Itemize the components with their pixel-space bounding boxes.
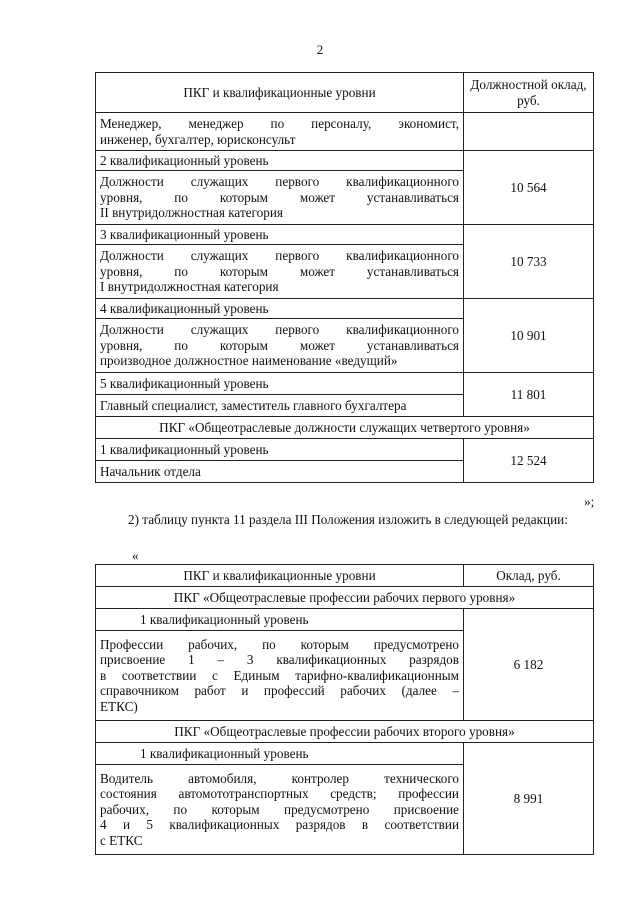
text-line: уровня, по которым может устанавливаться	[100, 337, 459, 353]
salary-table-employees	[95, 72, 594, 483]
table-cell-empty	[464, 113, 594, 151]
salary-value: 10 901	[464, 299, 594, 373]
text-line: Должности служащих первого квалификационного	[100, 322, 459, 338]
text-line: Водитель автомобиля, контролер технического	[100, 770, 459, 786]
level-title: 2 квалификационный уровень	[96, 151, 464, 171]
text-line: инженер, бухгалтер, юрисконсульт	[100, 131, 296, 147]
salary-table-workers	[95, 564, 594, 855]
salary-value: 6 182	[464, 609, 594, 721]
text-line: уровня, по которым может устанавливаться	[100, 263, 459, 279]
text-line: 4 и 5 квалификационных разрядов в соответствии	[100, 817, 459, 833]
level-title: 1 квалификационный уровень	[96, 743, 464, 765]
col-header-salary: Оклад, руб.	[464, 565, 594, 587]
pkg-group-header: ПКГ «Общеотраслевые профессии рабочих первого уровня»	[96, 587, 594, 609]
text-line: производное должностное наименование «ведущий»	[100, 353, 398, 369]
text-line: Должности служащих первого квалификационного	[100, 174, 459, 190]
pkg-group-header: ПКГ «Общеотраслевые профессии рабочих второго уровня»	[96, 721, 594, 743]
salary-value: 11 801	[464, 373, 594, 417]
level-description	[96, 765, 464, 855]
closing-quote-mark: »;	[584, 494, 595, 509]
salary-value: 8 991	[464, 743, 594, 855]
opening-quote-mark: «	[132, 548, 139, 563]
page-number: 2	[316, 42, 324, 57]
text-line: с ЕТКС	[100, 832, 143, 848]
pkg-group-header: ПКГ «Общеотраслевые должности служащих четвертого уровня»	[96, 417, 594, 439]
level-title: 1 квалификационный уровень	[96, 609, 464, 631]
col-header-salary: Должностной оклад, руб.	[464, 73, 594, 113]
text-line: Менеджер, менеджер по персоналу, экономист,	[100, 116, 459, 131]
text-line: Должности служащих первого квалификационного	[100, 248, 459, 264]
col-header-levels: ПКГ и квалификационные уровни	[96, 565, 464, 587]
level-description: Главный специалист, заместитель главного бухгалтера	[96, 395, 464, 417]
level-title: 1 квалификационный уровень	[96, 439, 464, 461]
text-line: справочником работ и профессий рабочих (далее –	[100, 683, 459, 699]
level-description	[96, 631, 464, 721]
salary-value: 12 524	[464, 439, 594, 483]
salary-value: 10 564	[464, 151, 594, 225]
table-cell-positions	[96, 113, 464, 151]
level-title: 3 квалификационный уровень	[96, 225, 464, 245]
text-line: состояния автомототранспортных средств; профессии	[100, 786, 459, 802]
text-line: ЕТКС)	[100, 698, 138, 714]
salary-value: 10 733	[464, 225, 594, 299]
text-line: уровня, по которым может устанавливаться	[100, 189, 459, 205]
level-description: Начальник отдела	[96, 461, 464, 483]
text-line: присвоение 1 – 3 квалификационных разрядов	[100, 652, 459, 668]
text-line: II внутридолжностная категория	[100, 205, 283, 221]
level-description	[96, 171, 464, 225]
col-header-levels: ПКГ и квалификационные уровни	[96, 73, 464, 113]
text-line: в соответствии с Единым тарифно-квалификационным	[100, 667, 459, 683]
level-description	[96, 319, 464, 373]
text-line: I внутридолжностная категория	[100, 279, 279, 295]
level-description	[96, 245, 464, 299]
amendment-paragraph: 2) таблицу пункта 11 раздела III Положения изложить в следующей редакции:	[128, 512, 568, 527]
level-title: 4 квалификационный уровень	[96, 299, 464, 319]
level-title: 5 квалификационный уровень	[96, 373, 464, 395]
text-line: Профессии рабочих, по которым предусмотрено	[100, 636, 459, 652]
text-line: рабочих, по которым предусмотрено присвоение	[100, 801, 459, 817]
